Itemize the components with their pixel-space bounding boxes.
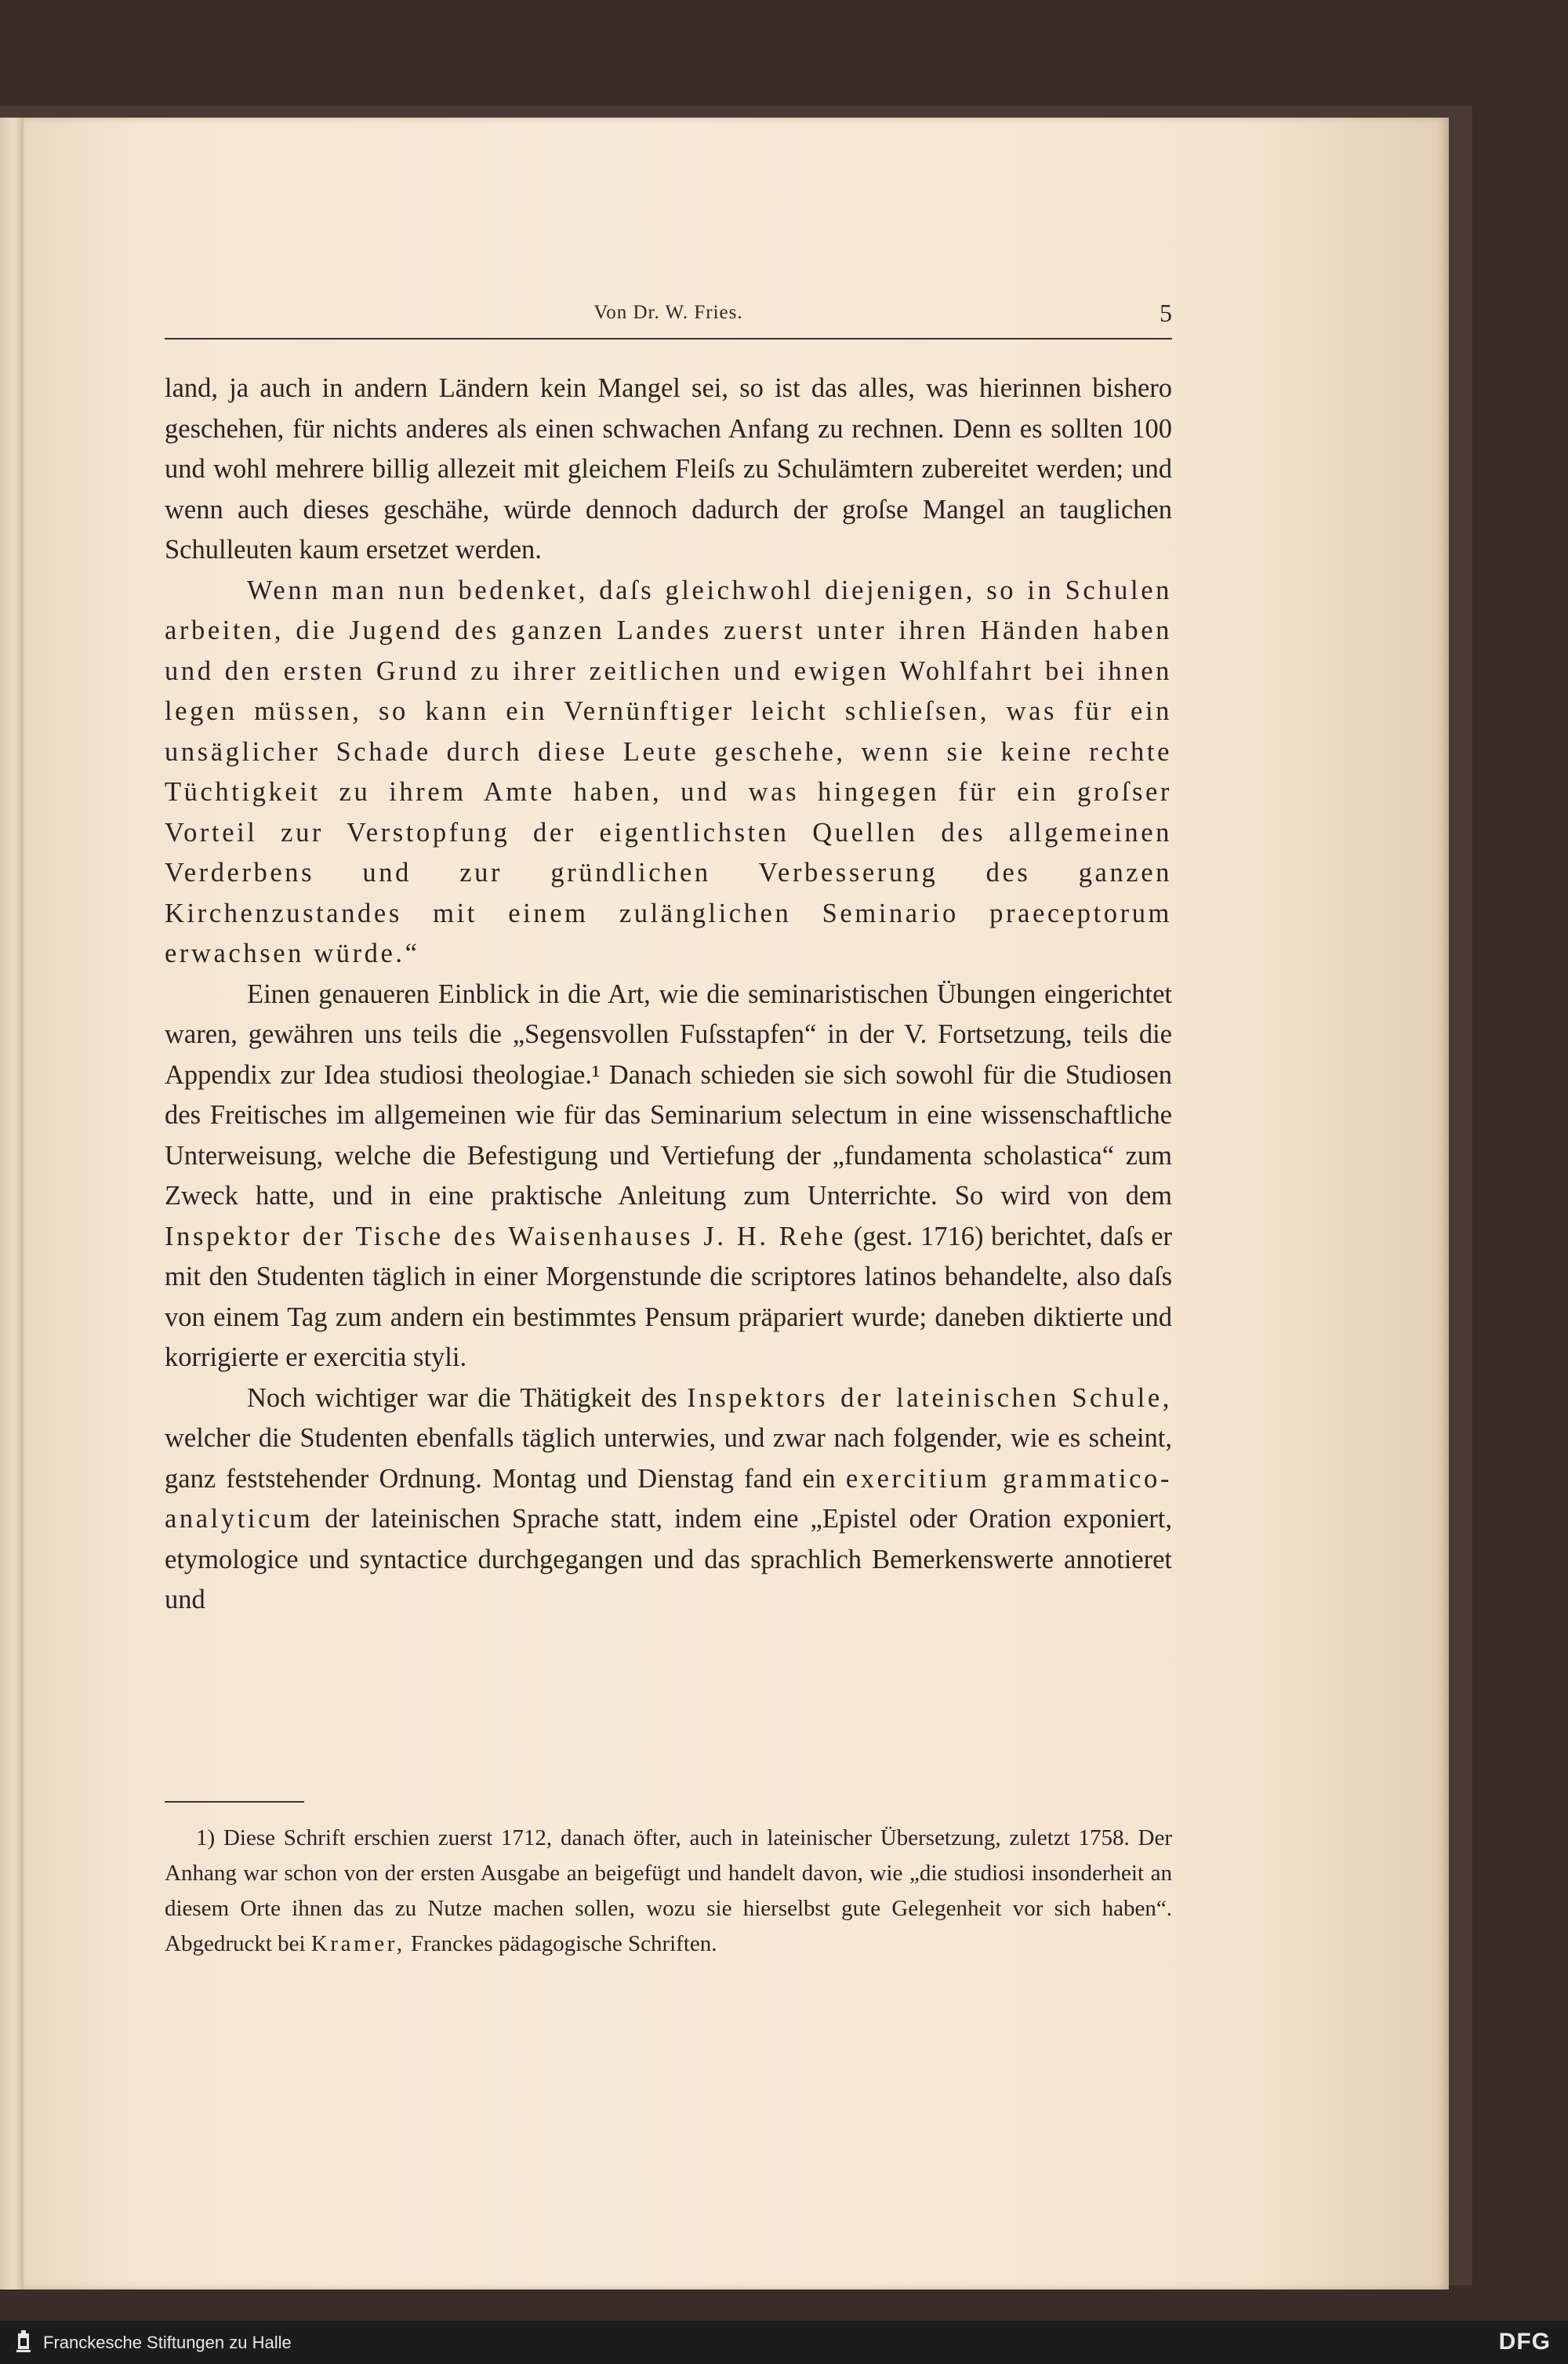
footnote [165,1821,1172,1962]
paragraph-4-spaced-1: Inspektors der lateinischen Schule, [687,1382,1172,1413]
footnote-text-a: 1) Diese Schrift erschien zuerst 1712, danach öfter, auch in lateinischer Übersetzung, zuletzt 1758. Der Anhang war schon von der ersten Ausgabe an beigefügt und handelt davon, wie „die studiosi insonderheit an diesem Orte ihnen das zu Nutze machen sollen, wozu sie hierselbst gute Gelegenheit vor sich haben“. Abgedruckt bei [165,1825,1172,1956]
paragraph-4-text-b: welcher die Studenten ebenfalls täglich unterwies, und zwar nach folgender, wie es scheint, ganz feststehender Ordnung. Montag und Dienstag fand ein [165,1423,1172,1494]
paragraph-3-spaced: Inspektor der Tische des Waisenhauses J. H. Rehe [165,1221,847,1251]
paragraph-4-spaced-2: exercitium grammatico-analyticum [165,1463,1172,1534]
paragraph-3-text-b: (gest. 1716) berichtet, daſs er mit den Studenten täglich in einer Morgenstunde die scriptores latinos behandelte, also daſs von einem Tag zum andern ein bestimmtes Pensum präpariert wurde; daneben diktierte und korrigierte er exercitia styli. [165,1221,1172,1372]
paragraph-3 [165,975,1172,1378]
paragraph-4 [165,1378,1172,1621]
page-header [165,299,1172,340]
footnote-author: Kramer, [310,1931,405,1956]
footnote-1 [165,1821,1172,1962]
paragraph-3-text-a: Einen genaueren Einblick in die Art, wie die seminaristischen Übungen eingerichtet waren, gewähren uns teils die „Segensvollen Fuſsstapfen“ in der V. Fortsetzung, teils die Appendix zur Idea studiosi theologiae.¹ Danach schieden sie sich sowohl für die Studiosen des Freitisches im allgemeinen wie für das Seminarium selectum in eine wissenschaftliche Unterweisung, welche die Befestigung und Vertiefung der „fundamenta scholastica“ zum Zweck hatte, und in eine praktische Anleitung zum Unterrichte. So wird von dem [165,979,1172,1211]
footnote-divider [165,1801,304,1803]
page-number: 5 [1160,299,1172,327]
paragraph-2: Wenn man nun bedenket, daſs gleichwohl diejenigen, so in Schulen arbeiten, die Jugend des ganzen Landes zuerst unter ihren Händen haben und den ersten Grund zu ihrer zeitlichen und ewigen Wohlfahrt bei ihnen legen müssen, so kann ein Vernünftiger leicht schlieſsen, was für ein unsäglicher Schade durch diese Leute geschehe, wenn sie keine rechte Tüchtigkeit zu ihrem Amte haben, und was hingegen für ein groſser Vorteil zur Verstopfung der eigentlichsten Quellen des allgemeinen Verderbens und zur gründlichen Verbesserung des ganzen Kirchenzustandes mit einem zulänglichen Seminario praeceptorum erwachsen würde.“ [165,575,1172,968]
footnote-text-b: Franckes pädagogische Schriften. [410,1931,717,1956]
paragraph-4-text-a: Noch wichtiger war die Thätigkeit des [247,1382,677,1413]
footer-institution: Franckesche Stiftungen zu Halle [43,2333,292,2352]
paragraph-4-text-c: der lateinischen Sprache statt, indem eine „Epistel oder Oration exponiert, etymologice und syntactice durchgegangen und das sprachlich Bemerkenswerte annotieret und [165,1504,1173,1614]
left-page-edge [0,118,24,2290]
institution-logo-icon [16,2330,31,2354]
dfg-logo: DFG [1498,2329,1551,2355]
body-text [165,369,1172,1621]
paragraph-1: land, ja auch in andern Ländern kein Mangel sei, so ist das alles, was hierinnen bishero geschehen, für nichts anderes als einen schwachen Anfang zu rechnen. Denn es sollten 100 und wohl mehrere billig allezeit mit gleichem Fleiſs zu Schulämtern zubereitet werden; und wenn auch dieses geschähe, würde dennoch dadurch der groſse Mangel an tauglichen Schulleuten kaum ersetzet werden. [165,373,1172,565]
running-head: Von Dr. W. Fries. [593,302,743,323]
footer-bar [0,2321,1568,2364]
